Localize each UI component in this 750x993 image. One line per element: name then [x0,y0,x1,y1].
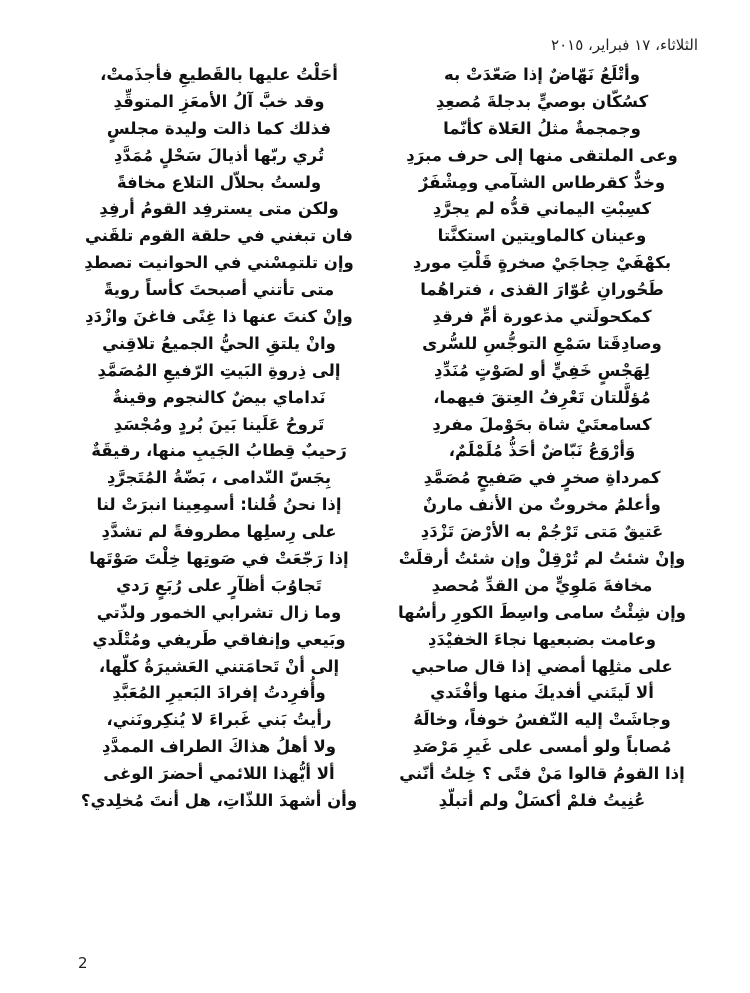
verse-line: بِجَسّ النّدامى ، بَضّةُ المُتَجرَّدِ [106,468,332,488]
verse-line: فان تبغني في حلقة القوم تلقَني [85,226,353,246]
verse-line: لِهَجْسٍ خَفِيٍّ أو لصَوْتٍ مُنَدِّدِ [434,360,650,380]
verse-line: وصادِقَتا سَمْعِ التوجُّسِ للسُّرى [422,333,662,353]
verse-line: طَحُورانِ عُوّارَ القذى ، فتراهُما [420,280,664,300]
verse-line: وإن تلتمِسْني في الحوانيت تصطدِ [84,253,354,273]
verse-line: عَتيقٌ مَتى تَرْجُمْ به الأرْضَ تَزْدَدِ [420,522,664,542]
verse-line: وأُفرِدتُ إفرادَ البَعيرِ المُعَبَّدِ [112,683,326,703]
verse-line: ولا أهلُ هذاكَ الطراف الممدَّدِ [101,737,337,757]
verse-line: وأتْلَعُ نَهّاضٌ إذا صَعّدَتْ به [444,65,640,84]
verse-line: بكهْفَيْ حِجاجَيْ صخرةٍ قَلْتِ موردِ [412,253,672,273]
verse-line: تُري ربّها أذيالَ سَحْلٍ مُمَدَّدِ [113,145,325,165]
verse-line: مُؤلَّلتان تَعْرِفُ العِتقَ فيهما، [433,387,651,407]
verse-line: وإنْ شئتُ لم تُرْقِلْ وإن شئتُ أرقلَتْ [398,549,686,569]
verse-line: وإنْ كنتَ عنها ذا غِنًى فاغنَ وازْدَدِ [85,307,353,327]
verse-line: أحَلْتُ عليها بالقَطيعِ فأجذَمتْ، [100,65,338,84]
verse-line: كسُكّان بوصيٍّ بدجلةَ مُصعِدِ [435,91,649,111]
verse-line: وجاشَتْ إليه النّفسُ خوفاً، وخالَهُ [413,710,671,730]
verse-line: إلى ذِروةِ البَيتِ الرّفيعِ المُصَمَّدِ [97,360,341,380]
verse-line: متى تأتني أصبحتَ كأساً رويةً [103,280,335,300]
header-date: الثلاثاء، ١٧ فبراير، ٢٠١٥ [551,36,698,54]
poem-right-column [393,62,691,815]
verse-line: رأيتُ بَني غَبراءَ لا يُنكِرونَني، [106,710,332,730]
verse-line: مخافةَ مَلوِيٍّ من القدِّ مُحصدِ [431,575,653,595]
verse-line: وما زال تشرابي الخمور ولذّتي [96,602,342,622]
verse-line: وَأرْوَعُ نَبّاضٌ أحَذُّ مُلَمْلَمٌ، [448,441,636,461]
verse-line: وانْ يلتقِ الحيُّ الجميعُ تلاقِني [102,333,336,353]
verse-line: وبَيعي وإنفاقي طَريفي ومُتْلَدي [92,629,346,649]
verse-line: وخدٌّ كقرطاس الشآمي ومِشْفَرٌ [418,172,666,192]
verse-line: نَداماي بيضٌ كالنجوم وقينةٌ [112,387,326,407]
verse-line: وأعلمُ مخروتٌ من الأنف مارنٌ [423,495,661,515]
poem-left-column [70,62,368,815]
verse-line: كسِبْتِ اليماني قدُّه لم يجرَّدِ [432,199,652,219]
verse-line: تَجاوُبَ أظآرٍ على رُبَعٍ رَدي [116,575,322,595]
verse-line: كسامعتَيْ شاة بحَوْملَ مفردِ [432,414,652,434]
verse-line: إلى أنْ تَحامَتني العَشيرَةُ كلّها، [98,656,340,676]
verse-line: إذا القومُ قالوا مَنْ فتًى ؟ خِلتُ أنّني [399,764,685,784]
verse-line: عُنِيتُ فلمْ أكسَلْ ولم أتبلّدِ [438,791,646,811]
verse-line: على رِسلِها مطروفةً لم تشدَّدِ [101,522,337,542]
verse-line: كمرداةِ صخرٍ في صَفيحٍ مُصَمَّدِ [423,468,661,488]
verse-line: وعامت بضبعيها نجاءَ الخفيْدَدِ [427,629,657,649]
verse-line: تَروحُ عَلَينا بَينَ بُردٍ ومُجْسَدِ [113,414,325,434]
verse-line: فذلك كما ذالت وليدة مجلسٍ [106,118,332,138]
verse-line: رَحيبٌ قِطابُ الجَيبِ منها، رقيقَةٌ [91,441,347,461]
verse-line: مُصاباً ولو أمسى على غَيرِ مَرْصَدِ [412,737,672,757]
page-number: 2 [78,954,88,972]
verse-line: على مثلِها أمضي إذا قال صاحبي [411,656,673,676]
verse-line: وأن أشهدَ اللذّاتِ، هل أنتَ مُخلِدي؟ [80,791,358,811]
verse-line: إذا نحنُ قُلنا: أسمِعِينا انبرَتْ لنا [96,495,342,515]
verse-line: وجمجمةٌ مثلُ العَلاة كأنّما [443,118,641,138]
verse-line: إذا رَجّعَتْ في صَوتِها خِلْتَ صَوْتَها [89,549,349,569]
verse-line: ألا أيُّهذا اللائمي أحضرَ الوغى [103,764,335,784]
verse-line: ولستُ بحلاّل التلاع مخافةً [116,172,322,192]
verse-line: وقد خبَّ آلُ الأمعَزِ المتوقِّدِ [113,91,325,111]
verse-line: وعى الملتقى منها إلى حرف مبرَدِ [406,145,678,165]
verse-line: ألا لَيتَني أفديكَ منها وأفْتَدي [430,683,654,703]
verse-line: وإن شِئْتُ سامى واسِطَ الكورِ رأسُها [397,602,687,622]
verse-line: وعينان كالماويتين استكنَّتا [437,226,647,246]
verse-line: كمكحولَتي مذعورة أمِّ فرقدِ [432,307,652,327]
verse-line: ولكن متى يسترفِد القومُ أرفِدِ [99,199,339,219]
